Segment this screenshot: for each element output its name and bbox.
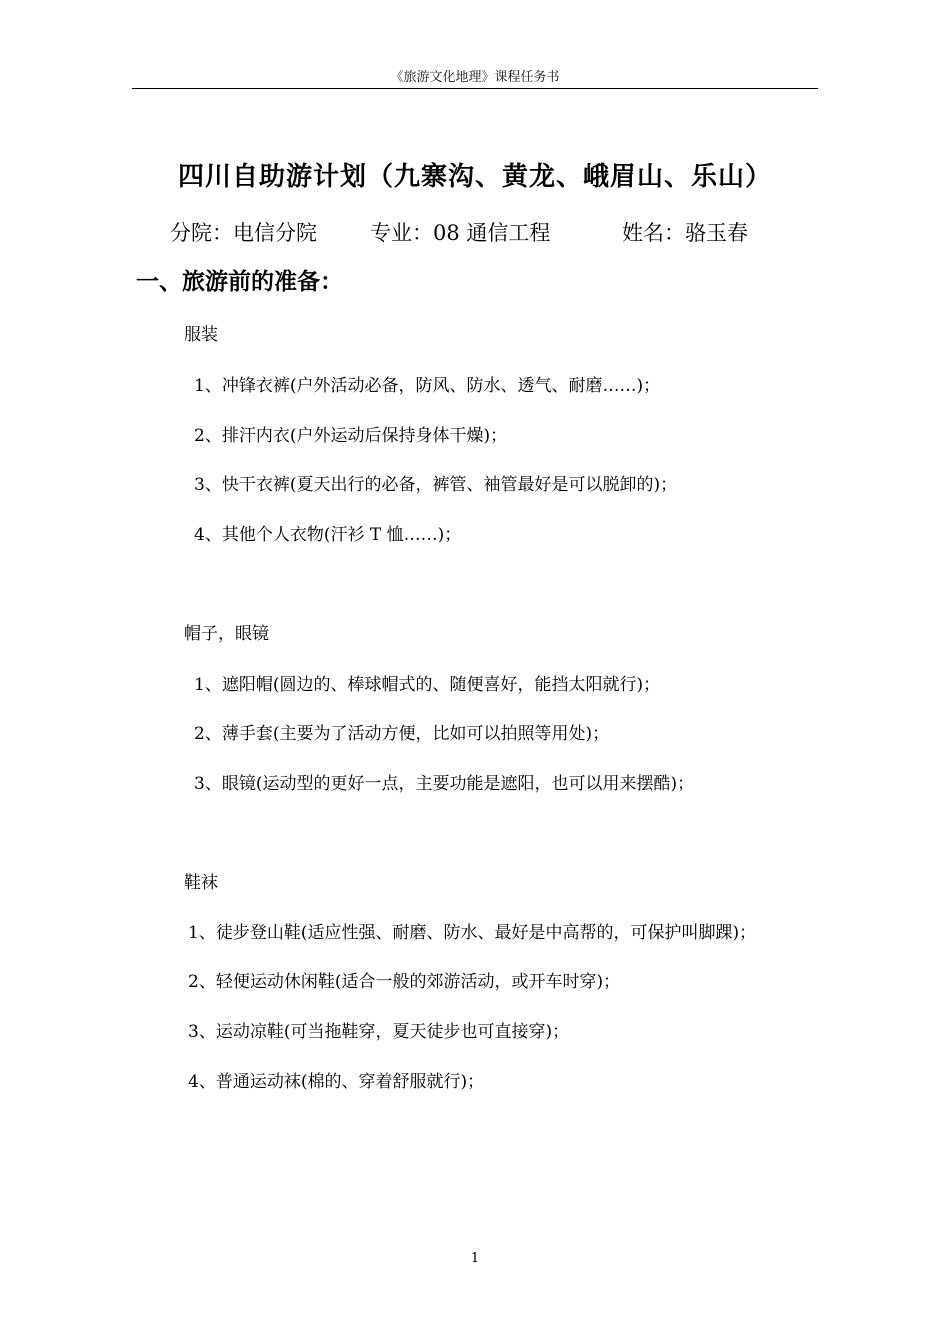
subheading-clothing: 服装	[184, 325, 218, 345]
list-item: 2、轻便运动休闲鞋(适合一般的郊游活动，或开车时穿)；	[188, 972, 621, 992]
student-name-field: 姓名：骆玉春	[622, 221, 748, 245]
subheading-hats-glasses: 帽子，眼镜	[184, 624, 269, 644]
running-header: 《旅游文化地理》课程任务书	[390, 70, 560, 85]
header-rule	[132, 88, 818, 89]
document-title: 四川自助游计划（九寨沟、黄龙、峨眉山、乐山）	[177, 162, 772, 192]
major-field: 专业：08 通信工程	[370, 221, 551, 245]
list-item: 1、遮阳帽(圆边的、棒球帽式的、随便喜好，能挡太阳就行)；	[194, 675, 661, 695]
list-item: 4、普通运动袜(棉的、穿着舒服就行)；	[188, 1072, 485, 1092]
list-item: 1、冲锋衣裤(户外活动必备，防风、防水、透气、耐磨……)；	[194, 376, 661, 396]
list-item: 3、快干衣裤(夏天出行的必备，裤管、袖管最好是可以脱卸的)；	[194, 475, 678, 495]
list-item: 3、运动凉鞋(可当拖鞋穿，夏天徒步也可直接穿)；	[188, 1022, 570, 1042]
section-heading-preparation: 一、旅游前的准备：	[136, 268, 343, 295]
subheading-shoes-socks: 鞋袜	[184, 873, 218, 893]
list-item: 3、眼镜(运动型的更好一点，主要功能是遮阳，也可以用来摆酷)；	[194, 774, 695, 794]
list-item: 2、薄手套(主要为了活动方便，比如可以拍照等用处)；	[194, 724, 610, 744]
list-item: 1、徒步登山鞋(适应性强、耐磨、防水、最好是中高帮的，可保护叫脚踝)；	[188, 923, 757, 943]
list-item: 4、其他个人衣物(汗衫 T 恤……)；	[194, 525, 462, 545]
author-info	[0, 218, 950, 248]
college-field: 分院：电信分院	[170, 221, 317, 245]
page-number: 1	[470, 1251, 480, 1266]
list-item: 2、排汗内衣(户外运动后保持身体干燥)；	[194, 426, 508, 446]
